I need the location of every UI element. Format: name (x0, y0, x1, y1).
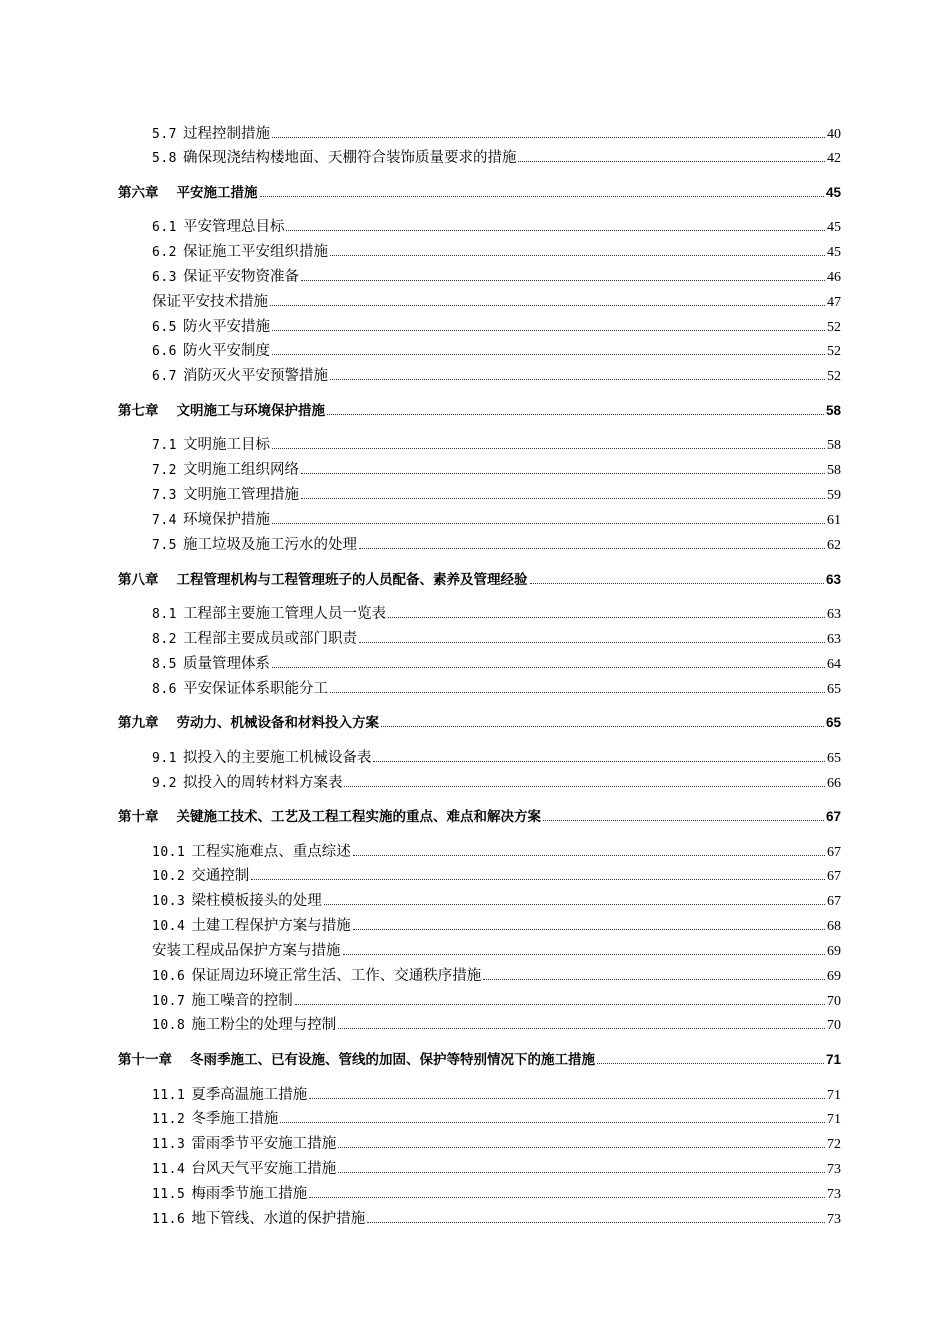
toc-chapter-entry[interactable] (118, 1048, 841, 1068)
toc-entry-number: 11.1 (152, 1088, 186, 1103)
dot-leader (272, 448, 825, 449)
toc-section-entry[interactable] (152, 771, 841, 792)
dot-leader (272, 354, 825, 355)
toc-entry-page-number: 67 (827, 894, 841, 909)
toc-entry-page-number: 72 (827, 1137, 841, 1152)
toc-entry-number: 6.7 (152, 369, 177, 384)
toc-entry-page-number: 69 (827, 944, 841, 959)
toc-section-entry[interactable] (152, 864, 841, 885)
dot-leader (309, 1098, 825, 1099)
toc-section-entry[interactable] (152, 677, 841, 698)
toc-section-entry[interactable] (152, 627, 841, 648)
toc-entry-page-number: 52 (827, 369, 841, 384)
toc-entry-number: 6.6 (152, 344, 177, 359)
toc-entry-title: 梁柱模板接头的处理 (191, 893, 322, 909)
toc-entry-title: 施工垃圾及施工污水的处理 (182, 537, 357, 553)
toc-entry-title: 土建工程保护方案与措施 (191, 918, 351, 934)
toc-section-entry[interactable] (152, 146, 841, 167)
toc-section-entry[interactable] (152, 290, 841, 311)
toc-entry-page-number: 45 (827, 245, 841, 260)
toc-section-entry[interactable] (152, 364, 841, 385)
dot-leader (330, 692, 825, 693)
dot-leader (272, 523, 825, 524)
dot-leader (373, 761, 825, 762)
dot-leader (597, 1063, 824, 1064)
toc-entry-number: 第十一章 (118, 1052, 172, 1068)
toc-entry-title: 保证平安技术措施 (152, 294, 268, 310)
toc-entry-number: 6.5 (152, 320, 177, 335)
toc-entry-number: 7.1 (152, 438, 177, 453)
dot-leader (309, 1197, 825, 1198)
toc-chapter-entry[interactable] (118, 399, 841, 419)
toc-entry-title: 交通控制 (191, 868, 250, 884)
toc-entry-title: 工程管理机构与工程管理班子的人员配备、素养及管理经验 (176, 572, 528, 588)
toc-entry-page-number: 63 (827, 607, 841, 622)
toc-section-entry[interactable] (152, 746, 841, 767)
dot-leader (543, 820, 824, 821)
toc-entry-title: 文明施工与环境保护措施 (176, 403, 325, 419)
toc-entry-page-number: 65 (825, 715, 841, 730)
toc-entry-number: 11.6 (152, 1212, 186, 1227)
toc-entry-number: 11.3 (152, 1137, 186, 1152)
toc-section-entry[interactable] (152, 1207, 841, 1228)
toc-entry-page-number: 40 (827, 127, 841, 142)
toc-entry-page-number: 65 (827, 682, 841, 697)
toc-entry-title: 保证施工平安组织措施 (182, 244, 328, 260)
toc-section-entry[interactable] (152, 914, 841, 935)
toc-entry-title: 梅雨季节施工措施 (191, 1186, 308, 1202)
toc-entry-title: 台风天气平安施工措施 (191, 1161, 337, 1177)
toc-entry-number: 8.2 (152, 632, 177, 647)
toc-entry-page-number: 58 (825, 403, 841, 418)
toc-entry-title: 确保现浇结构楼地面、天棚符合装饰质量要求的措施 (182, 150, 517, 166)
toc-entry-number: 7.3 (152, 488, 177, 503)
toc-entry-page-number: 45 (825, 185, 841, 200)
toc-entry-page-number: 42 (827, 151, 841, 166)
toc-entry-number: 10.2 (152, 869, 186, 884)
dot-leader (270, 305, 825, 306)
toc-entry-number: 10.4 (152, 919, 186, 934)
toc-entry-number: 11.4 (152, 1162, 186, 1177)
dot-leader (251, 879, 825, 880)
toc-entry-page-number: 52 (827, 344, 841, 359)
toc-entry-page-number: 59 (827, 488, 841, 503)
dot-leader (353, 855, 825, 856)
toc-entry-title: 劳动力、机械设备和材料投入方案 (176, 715, 379, 731)
toc-entry-title: 工程部主要成员或部门职责 (182, 631, 357, 647)
toc-entry-number: 8.5 (152, 657, 177, 672)
dot-leader (327, 414, 824, 415)
toc-entry-page-number: 67 (827, 845, 841, 860)
toc-entry-number: 8.1 (152, 607, 177, 622)
toc-entry-page-number: 58 (827, 438, 841, 453)
toc-section-entry[interactable] (152, 989, 841, 1010)
toc-entry-number: 第九章 (118, 715, 159, 731)
toc-section-entry[interactable] (152, 483, 841, 504)
toc-entry-page-number: 71 (827, 1088, 841, 1103)
toc-entry-page-number: 65 (827, 751, 841, 766)
toc-entry-number: 第十章 (118, 809, 159, 825)
toc-entry-number: 9.1 (152, 751, 177, 766)
toc-entry-number: 7.5 (152, 538, 177, 553)
toc-entry-title: 质量管理体系 (182, 656, 270, 672)
dot-leader (359, 642, 825, 643)
toc-entry-number: 6.1 (152, 220, 177, 235)
toc-entry-title: 拟投入的主要施工机械设备表 (182, 750, 372, 766)
toc-entry-title: 环境保护措施 (182, 512, 270, 528)
toc-entry-title: 平安施工措施 (176, 185, 258, 201)
toc-entry-title: 平安管理总目标 (182, 219, 285, 235)
toc-entry-number: 第七章 (118, 403, 159, 419)
toc-entry-title: 过程控制措施 (182, 126, 270, 142)
toc-entry-title: 工程部主要施工管理人员一览表 (182, 606, 386, 622)
toc-entry-title: 保证周边环境正常生活、工作、交通秩序措施 (191, 968, 482, 984)
toc-section-entry[interactable] (152, 240, 841, 261)
toc-entry-title: 冬雨季施工、已有设施、管线的加固、保护等特别情况下的施工措施 (190, 1052, 595, 1068)
dot-leader (301, 498, 825, 499)
dot-leader (301, 473, 825, 474)
dot-leader (286, 230, 825, 231)
toc-entry-title: 文明施工组织网络 (182, 462, 299, 478)
dot-leader (388, 617, 825, 618)
toc-entry-page-number: 67 (827, 869, 841, 884)
toc-entry-page-number: 73 (827, 1212, 841, 1227)
toc-entry-title: 雷雨季节平安施工措施 (191, 1136, 337, 1152)
toc-entry-number: 6.3 (152, 270, 177, 285)
toc-entry-number: 7.4 (152, 513, 177, 528)
toc-entry-page-number: 62 (827, 538, 841, 553)
toc-section-entry[interactable] (152, 602, 841, 623)
toc-section-entry[interactable] (152, 458, 841, 479)
toc-entry-title: 文明施工管理措施 (182, 487, 299, 503)
toc-entry-number: 10.8 (152, 1018, 186, 1033)
toc-section-entry[interactable] (152, 964, 841, 985)
toc-entry-page-number: 73 (827, 1162, 841, 1177)
toc-entry-number: 9.2 (152, 776, 177, 791)
toc-entry-page-number: 71 (825, 1052, 841, 1067)
toc-entry-title: 防火平安制度 (182, 343, 270, 359)
dot-leader (330, 379, 825, 380)
toc-entry-page-number: 70 (827, 994, 841, 1009)
toc-section-entry[interactable] (152, 652, 841, 673)
toc-entry-page-number: 67 (825, 809, 841, 824)
toc-entry-title: 消防灭火平安预警措施 (182, 368, 328, 384)
toc-entry-number: 5.8 (152, 151, 177, 166)
toc-section-entry[interactable] (152, 939, 841, 960)
toc-section-entry[interactable] (152, 433, 841, 454)
toc-entry-title: 地下管线、水道的保护措施 (191, 1211, 366, 1227)
toc-entry-number: 10.6 (152, 969, 186, 984)
toc-section-entry[interactable] (152, 1182, 841, 1203)
toc-entry-title: 文明施工目标 (182, 437, 270, 453)
toc-section-entry[interactable] (152, 1157, 841, 1178)
dot-leader (272, 667, 825, 668)
toc-chapter-entry[interactable] (118, 805, 841, 825)
toc-entry-page-number: 69 (827, 969, 841, 984)
toc-entry-page-number: 71 (827, 1112, 841, 1127)
toc-section-entry[interactable] (152, 889, 841, 910)
dot-leader (518, 161, 825, 162)
toc-chapter-entry[interactable] (118, 181, 841, 201)
dot-leader (338, 1172, 825, 1173)
toc-entry-number: 8.6 (152, 682, 177, 697)
toc-section-entry[interactable] (152, 840, 841, 861)
toc-entry-number: 10.7 (152, 994, 186, 1009)
toc-entry-number: 第六章 (118, 185, 159, 201)
toc-entry-number: 11.5 (152, 1187, 186, 1202)
toc-entry-page-number: 70 (827, 1018, 841, 1033)
dot-leader (483, 979, 825, 980)
dot-leader (353, 929, 825, 930)
toc-section-entry[interactable] (152, 508, 841, 529)
toc-entry-number: 11.2 (152, 1112, 186, 1127)
toc-entry-page-number: 46 (827, 270, 841, 285)
dot-leader (272, 137, 825, 138)
toc-entry-page-number: 45 (827, 220, 841, 235)
dot-leader (338, 1028, 825, 1029)
toc-entry-page-number: 61 (827, 513, 841, 528)
toc-entry-title: 夏季高温施工措施 (191, 1087, 308, 1103)
toc-entry-title: 拟投入的周转材料方案表 (182, 775, 343, 791)
toc-section-entry[interactable] (152, 122, 841, 143)
toc-entry-number: 10.1 (152, 845, 186, 860)
toc-entry-number: 5.7 (152, 127, 177, 142)
toc-entry-title: 保证平安物资准备 (182, 269, 299, 285)
toc-entry-number: 10.3 (152, 894, 186, 909)
toc-section-entry[interactable] (152, 1083, 841, 1104)
toc-entry-page-number: 73 (827, 1187, 841, 1202)
toc-chapter-entry[interactable] (118, 711, 841, 731)
toc-entry-title: 施工噪音的控制 (191, 993, 293, 1009)
dot-leader (381, 726, 824, 727)
toc-entry-title: 施工粉尘的处理与控制 (191, 1017, 337, 1033)
toc-entry-title: 关键施工技术、工艺及工程工程实施的重点、难点和解决方案 (176, 809, 541, 825)
dot-leader (367, 1222, 825, 1223)
toc-entry-number: 第八章 (118, 572, 159, 588)
toc-entry-title: 安装工程成品保护方案与措施 (152, 943, 341, 959)
toc-entry-title: 工程实施难点、重点综述 (191, 844, 351, 860)
dot-leader (530, 583, 824, 584)
toc-entry-number: 6.2 (152, 245, 177, 260)
toc-entry-title: 平安保证体系职能分工 (182, 681, 328, 697)
toc-section-entry[interactable] (152, 315, 841, 336)
toc-entry-page-number: 64 (827, 657, 841, 672)
toc-section-entry[interactable] (152, 215, 841, 236)
toc-section-entry[interactable] (152, 1013, 841, 1034)
toc-chapter-entry[interactable] (118, 568, 841, 588)
toc-entry-page-number: 58 (827, 463, 841, 478)
toc-entry-number: 7.2 (152, 463, 177, 478)
toc-section-entry[interactable] (152, 1132, 841, 1153)
dot-leader (260, 196, 824, 197)
toc-section-entry[interactable] (152, 533, 841, 554)
dot-leader (330, 255, 825, 256)
toc-entry-page-number: 66 (827, 776, 841, 791)
toc-entry-page-number: 63 (827, 632, 841, 647)
dot-leader (359, 548, 825, 549)
dot-leader (343, 954, 826, 955)
toc-entry-page-number: 68 (827, 919, 841, 934)
toc-section-entry[interactable] (152, 1107, 841, 1128)
toc-entry-title: 防火平安措施 (182, 319, 270, 335)
dot-leader (338, 1147, 825, 1148)
dot-leader (280, 1122, 825, 1123)
toc-entry-page-number: 63 (825, 572, 841, 587)
dot-leader (272, 330, 825, 331)
toc-entry-page-number: 47 (827, 295, 841, 310)
dot-leader (324, 904, 825, 905)
dot-leader (295, 1004, 825, 1005)
toc-entry-title: 冬季施工措施 (191, 1111, 279, 1127)
dot-leader (301, 280, 825, 281)
toc-section-entry[interactable] (152, 265, 841, 286)
dot-leader (344, 786, 825, 787)
toc-entry-page-number: 52 (827, 320, 841, 335)
toc-section-entry[interactable] (152, 339, 841, 360)
